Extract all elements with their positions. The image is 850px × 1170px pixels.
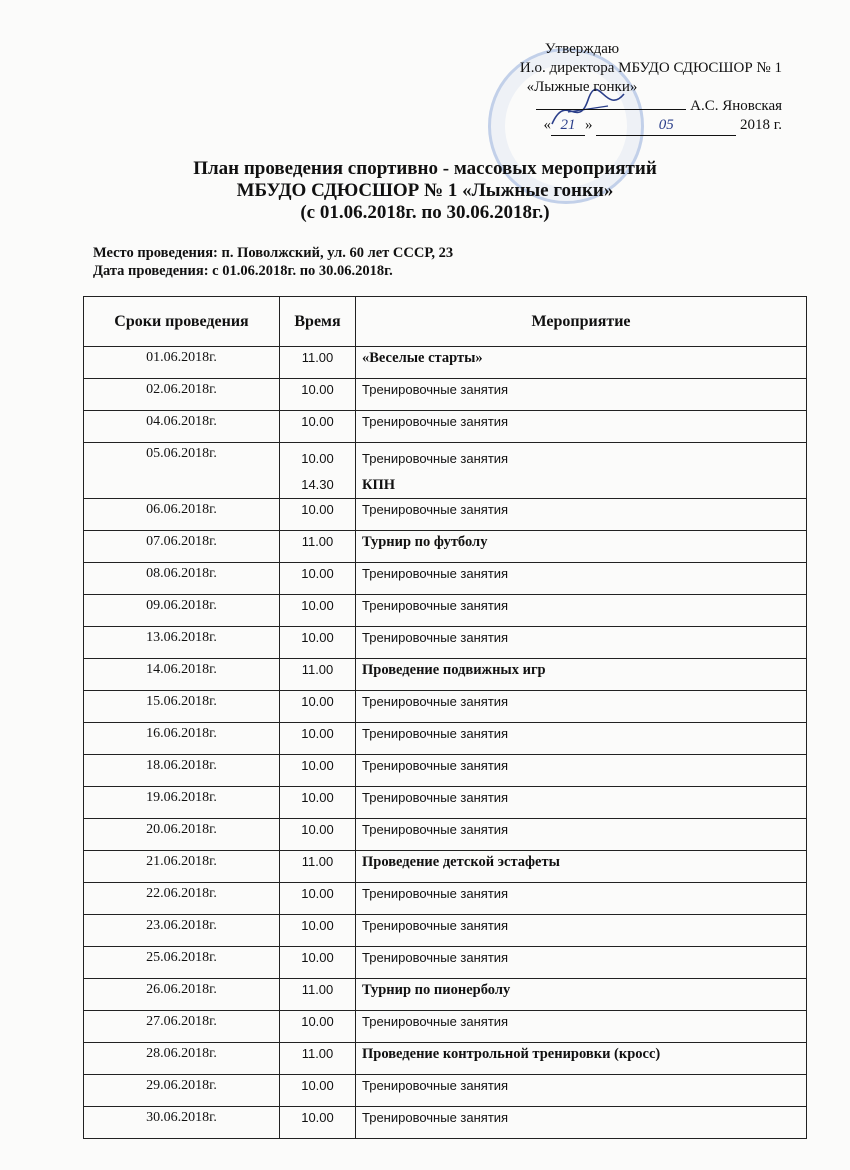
row-event: Проведение подвижных игр (356, 659, 807, 691)
table-row (84, 1107, 807, 1139)
row-time: 11.00 (280, 347, 356, 379)
row-event: Турнир по футболу (356, 531, 807, 563)
approval-month: 05 (596, 116, 736, 136)
row-time: 10.00 (280, 595, 356, 627)
title-line-3: (с 01.06.2018г. по 30.06.2018г.) (300, 202, 550, 223)
row-time-part: 14.30 (301, 477, 334, 492)
director-position: И.о. директора МБУДО СДЮСШОР № 1 (519, 60, 782, 76)
table-row (84, 691, 807, 723)
row-event: Тренировочные занятия (356, 947, 807, 979)
row-date: 22.06.2018г. (84, 883, 280, 915)
row-event-part: КПН (362, 477, 396, 493)
table-body (84, 347, 807, 1139)
row-time: 10.00 (280, 819, 356, 851)
row-time: 10.00 (280, 947, 356, 979)
row-date: 18.06.2018г. (84, 755, 280, 787)
row-event: «Веселые старты» (356, 347, 807, 379)
row-date: 20.06.2018г. (84, 819, 280, 851)
row-date: 15.06.2018г. (84, 691, 280, 723)
approval-block (422, 40, 782, 136)
row-time-part: 10.00 (301, 451, 334, 466)
header-time: Время (280, 297, 356, 347)
table-row (84, 659, 807, 691)
row-date: 29.06.2018г. (84, 1075, 280, 1107)
table-row (84, 787, 807, 819)
row-event: Тренировочные занятия (356, 691, 807, 723)
row-date: 04.06.2018г. (84, 411, 280, 443)
approval-year: 2018 г. (740, 117, 782, 133)
row-event: Тренировочные занятия (356, 499, 807, 531)
row-time: 10.00 (280, 563, 356, 595)
row-date: 21.06.2018г. (84, 851, 280, 883)
row-event: Турнир по пионерболу (356, 979, 807, 1011)
row-time: 11.00 (280, 979, 356, 1011)
row-event: Тренировочные занятия (356, 563, 807, 595)
row-time: 10.00 (280, 755, 356, 787)
row-time: 10.00 (280, 627, 356, 659)
row-date: 25.06.2018г. (84, 947, 280, 979)
table-row (84, 531, 807, 563)
row-event: Тренировочные занятия (356, 819, 807, 851)
row-date: 13.06.2018г. (84, 627, 280, 659)
row-event: Тренировочные занятия (356, 411, 807, 443)
row-time: 10.00 (280, 411, 356, 443)
event-dates: Дата проведения: с 01.06.2018г. по 30.06.2018г. (93, 263, 393, 279)
row-event: Тренировочные занятия (356, 787, 807, 819)
table-row (84, 627, 807, 659)
title-line-1: План проведения спортивно - массовых мероприятий (193, 158, 657, 179)
row-event: Проведение детской эстафеты (356, 851, 807, 883)
table-row (84, 1075, 807, 1107)
header-dates: Сроки проведения (84, 297, 280, 347)
table-row (84, 979, 807, 1011)
table-row (84, 915, 807, 947)
table-row (84, 563, 807, 595)
row-date: 27.06.2018г. (84, 1011, 280, 1043)
row-date: 07.06.2018г. (84, 531, 280, 563)
table-row (84, 755, 807, 787)
row-date: 28.06.2018г. (84, 1043, 280, 1075)
row-time: 10.00 (280, 691, 356, 723)
row-time: 11.00 (280, 1043, 356, 1075)
event-place: Место проведения: п. Поволжский, ул. 60 лет СССР, 23 (93, 245, 454, 261)
approval-day: 21 (551, 116, 585, 136)
row-event: Тренировочные занятия (356, 379, 807, 411)
row-date: 16.06.2018г. (84, 723, 280, 755)
table-row (84, 883, 807, 915)
document-title (0, 158, 850, 224)
approve-word: Утверждаю (544, 41, 620, 57)
row-event-part: Тренировочные занятия (362, 451, 509, 466)
row-event: Тренировочные занятия (356, 755, 807, 787)
row-time (280, 443, 356, 499)
row-event: Тренировочные занятия (356, 627, 807, 659)
table-row (84, 819, 807, 851)
table-row (84, 379, 807, 411)
director-name: А.С. Яновская (690, 98, 782, 114)
row-time: 11.00 (280, 659, 356, 691)
row-date: 14.06.2018г. (84, 659, 280, 691)
header-event: Мероприятие (356, 297, 807, 347)
row-date: 02.06.2018г. (84, 379, 280, 411)
row-date: 26.06.2018г. (84, 979, 280, 1011)
row-time: 10.00 (280, 379, 356, 411)
row-time: 10.00 (280, 915, 356, 947)
event-info (93, 244, 453, 280)
table-row (84, 595, 807, 627)
row-time: 11.00 (280, 851, 356, 883)
director-signature-line (422, 97, 782, 116)
table-row (84, 499, 807, 531)
row-time: 10.00 (280, 1107, 356, 1139)
schedule-table (83, 296, 807, 1139)
table-row (84, 347, 807, 379)
table-header-row (84, 297, 807, 347)
row-date: 05.06.2018г. (84, 443, 280, 499)
school-name: «Лыжные гонки» (526, 79, 638, 95)
row-time: 10.00 (280, 787, 356, 819)
approval-date: « 21 » 05 2018 г. (422, 116, 782, 136)
row-date: 19.06.2018г. (84, 787, 280, 819)
row-date: 30.06.2018г. (84, 1107, 280, 1139)
row-time: 10.00 (280, 883, 356, 915)
table-row (84, 723, 807, 755)
table-row (84, 1011, 807, 1043)
row-event: Тренировочные занятия (356, 1107, 807, 1139)
row-event: Тренировочные занятия (356, 595, 807, 627)
row-date: 01.06.2018г. (84, 347, 280, 379)
table-row (84, 851, 807, 883)
row-event: Тренировочные занятия (356, 1075, 807, 1107)
row-date: 06.06.2018г. (84, 499, 280, 531)
row-date: 08.06.2018г. (84, 563, 280, 595)
row-time: 10.00 (280, 499, 356, 531)
title-line-2: МБУДО СДЮСШОР № 1 «Лыжные гонки» (236, 180, 614, 201)
table-row (84, 947, 807, 979)
row-event: Тренировочные занятия (356, 723, 807, 755)
table-row (84, 1043, 807, 1075)
row-event (356, 443, 807, 499)
row-date: 09.06.2018г. (84, 595, 280, 627)
row-event: Тренировочные занятия (356, 1011, 807, 1043)
row-event: Тренировочные занятия (356, 915, 807, 947)
row-time: 10.00 (280, 1011, 356, 1043)
row-event: Проведение контрольной тренировки (кросс) (356, 1043, 807, 1075)
table-row (84, 411, 807, 443)
row-time: 11.00 (280, 531, 356, 563)
row-event: Тренировочные занятия (356, 883, 807, 915)
row-date: 23.06.2018г. (84, 915, 280, 947)
table-row (84, 443, 807, 499)
row-time: 10.00 (280, 723, 356, 755)
row-time: 10.00 (280, 1075, 356, 1107)
